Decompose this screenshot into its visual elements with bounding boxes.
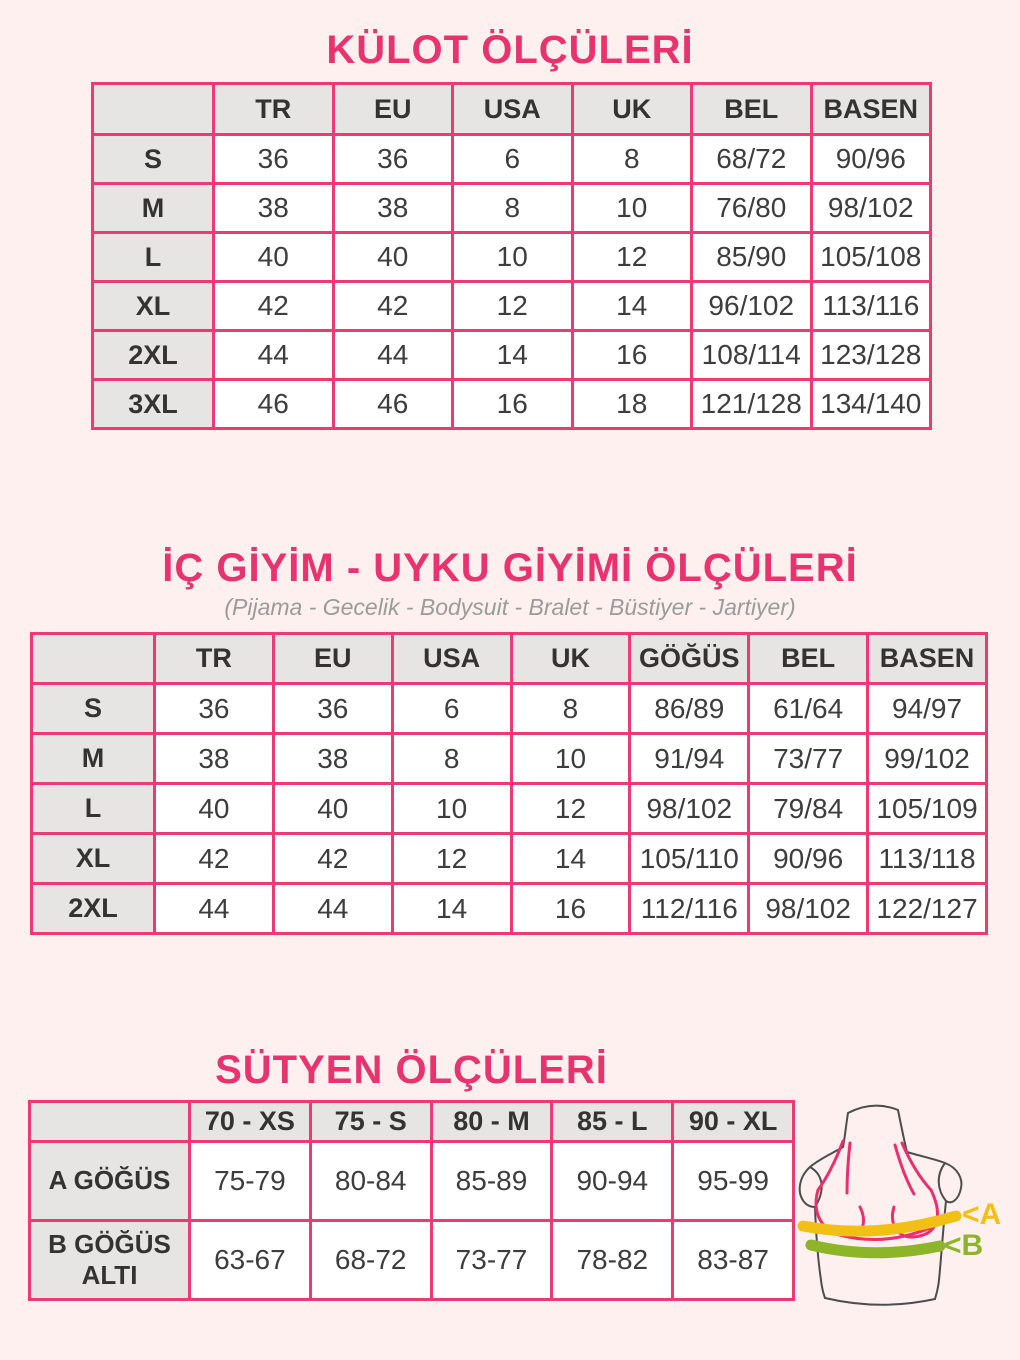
size-value-cell: 90/96 (749, 834, 868, 884)
size-value-cell: 12 (392, 834, 511, 884)
column-header: GÖĞÜS (630, 634, 749, 684)
size-value-cell: 10 (453, 233, 573, 282)
size-value-cell: 36 (333, 135, 453, 184)
column-header: USA (392, 634, 511, 684)
underbust-measure-band-b (811, 1245, 940, 1253)
size-value-cell: 38 (155, 734, 274, 784)
size-value-cell: 76/80 (692, 184, 812, 233)
size-value-cell: 98/102 (811, 184, 931, 233)
size-value-cell: 83-87 (673, 1221, 794, 1300)
column-header: EU (273, 634, 392, 684)
size-value-cell: 113/116 (811, 282, 931, 331)
size-value-cell: 44 (155, 884, 274, 934)
column-header: 75 - S (310, 1102, 431, 1142)
size-value-cell: 18 (572, 380, 692, 429)
size-value-cell: 91/94 (630, 734, 749, 784)
size-value-cell: 63-67 (190, 1221, 311, 1300)
row-label: S (32, 684, 155, 734)
size-value-cell: 14 (511, 834, 630, 884)
size-value-cell: 61/64 (749, 684, 868, 734)
sutyen-size-table (28, 1100, 795, 1301)
table-row (30, 1142, 794, 1221)
size-value-cell: 16 (453, 380, 573, 429)
column-header: UK (511, 634, 630, 684)
size-value-cell: 14 (453, 331, 573, 380)
size-value-cell: 113/118 (868, 834, 987, 884)
table-row (93, 331, 931, 380)
kulot-section-title: KÜLOT ÖLÇÜLERİ (326, 28, 694, 72)
size-value-cell: 12 (511, 784, 630, 834)
size-value-cell: 112/116 (630, 884, 749, 934)
size-value-cell: 40 (155, 784, 274, 834)
size-value-cell: 42 (214, 282, 334, 331)
table-row (93, 184, 931, 233)
table-row (32, 834, 987, 884)
size-value-cell: 98/102 (749, 884, 868, 934)
table-row (32, 734, 987, 784)
size-value-cell: 73-77 (431, 1221, 552, 1300)
column-header: BASEN (868, 634, 987, 684)
size-value-cell: 12 (453, 282, 573, 331)
icgiyim-size-table (30, 632, 988, 935)
size-value-cell: 42 (333, 282, 453, 331)
table-row (93, 135, 931, 184)
row-label: 2XL (93, 331, 214, 380)
size-value-cell: 85-89 (431, 1142, 552, 1221)
size-value-cell: 46 (214, 380, 334, 429)
size-value-cell: 79/84 (749, 784, 868, 834)
header-row (30, 1102, 794, 1142)
size-value-cell: 123/128 (811, 331, 931, 380)
row-label: XL (32, 834, 155, 884)
row-label: M (93, 184, 214, 233)
corner-cell (32, 634, 155, 684)
size-value-cell: 121/128 (692, 380, 812, 429)
column-header: 90 - XL (673, 1102, 794, 1142)
corner-cell (93, 84, 214, 135)
size-value-cell: 44 (273, 884, 392, 934)
size-value-cell: 36 (214, 135, 334, 184)
measure-a-label: <A (962, 1198, 1002, 1231)
size-value-cell: 85/90 (692, 233, 812, 282)
size-value-cell: 105/110 (630, 834, 749, 884)
size-value-cell: 94/97 (868, 684, 987, 734)
size-value-cell: 6 (392, 684, 511, 734)
size-value-cell: 44 (214, 331, 334, 380)
column-header: 80 - M (431, 1102, 552, 1142)
size-value-cell: 42 (155, 834, 274, 884)
row-label: L (93, 233, 214, 282)
size-value-cell: 99/102 (868, 734, 987, 784)
column-header: USA (453, 84, 573, 135)
size-value-cell: 14 (572, 282, 692, 331)
size-value-cell: 105/109 (868, 784, 987, 834)
size-value-cell: 40 (214, 233, 334, 282)
size-value-cell: 36 (273, 684, 392, 734)
size-value-cell: 108/114 (692, 331, 812, 380)
size-value-cell: 90/96 (811, 135, 931, 184)
size-value-cell: 122/127 (868, 884, 987, 934)
icgiyim-section-title: İÇ GİYİM - UYKU GİYİMİ ÖLÇÜLERİ (162, 546, 858, 590)
size-value-cell: 86/89 (630, 684, 749, 734)
row-label: B GÖĞÜS ALTI (30, 1221, 190, 1300)
size-value-cell: 42 (273, 834, 392, 884)
size-value-cell: 98/102 (630, 784, 749, 834)
size-value-cell: 8 (453, 184, 573, 233)
row-label: A GÖĞÜS (30, 1142, 190, 1221)
row-label: 2XL (32, 884, 155, 934)
size-value-cell: 73/77 (749, 734, 868, 784)
size-value-cell: 36 (155, 684, 274, 734)
column-header: BASEN (811, 84, 931, 135)
size-value-cell: 40 (273, 784, 392, 834)
row-label: M (32, 734, 155, 784)
size-value-cell: 38 (214, 184, 334, 233)
table-row (93, 233, 931, 282)
size-value-cell: 14 (392, 884, 511, 934)
header-row (93, 84, 931, 135)
icgiyim-section-subtitle: (Pijama - Gecelik - Bodysuit - Bralet - Büstiyer - Jartiyer) (224, 594, 796, 620)
size-value-cell: 10 (392, 784, 511, 834)
column-header: BEL (749, 634, 868, 684)
table-row (93, 380, 931, 429)
table-row (32, 684, 987, 734)
row-label: 3XL (93, 380, 214, 429)
size-value-cell: 8 (511, 684, 630, 734)
column-header: 85 - L (552, 1102, 673, 1142)
size-value-cell: 80-84 (310, 1142, 431, 1221)
size-value-cell: 6 (453, 135, 573, 184)
kulot-size-table (91, 82, 932, 430)
header-row (32, 634, 987, 684)
size-value-cell: 38 (333, 184, 453, 233)
size-value-cell: 10 (572, 184, 692, 233)
column-header: BEL (692, 84, 812, 135)
size-value-cell: 44 (333, 331, 453, 380)
bra-measurement-diagram (795, 1095, 1020, 1360)
row-label: S (93, 135, 214, 184)
size-value-cell: 134/140 (811, 380, 931, 429)
size-value-cell: 10 (511, 734, 630, 784)
size-value-cell: 105/108 (811, 233, 931, 282)
size-value-cell: 46 (333, 380, 453, 429)
column-header: UK (572, 84, 692, 135)
size-value-cell: 8 (572, 135, 692, 184)
size-value-cell: 16 (511, 884, 630, 934)
table-row (32, 884, 987, 934)
size-value-cell: 96/102 (692, 282, 812, 331)
column-header: TR (155, 634, 274, 684)
size-value-cell: 38 (273, 734, 392, 784)
size-value-cell: 78-82 (552, 1221, 673, 1300)
size-value-cell: 95-99 (673, 1142, 794, 1221)
column-header: EU (333, 84, 453, 135)
column-header: 70 - XS (190, 1102, 311, 1142)
size-value-cell: 12 (572, 233, 692, 282)
size-value-cell: 8 (392, 734, 511, 784)
table-row (30, 1221, 794, 1300)
size-value-cell: 75-79 (190, 1142, 311, 1221)
size-value-cell: 68/72 (692, 135, 812, 184)
table-row (93, 282, 931, 331)
measure-b-label: <B (944, 1229, 984, 1262)
corner-cell (30, 1102, 190, 1142)
sutyen-section-title: SÜTYEN ÖLÇÜLERİ (215, 1048, 608, 1092)
column-header: TR (214, 84, 334, 135)
size-value-cell: 68-72 (310, 1221, 431, 1300)
table-row (32, 784, 987, 834)
size-value-cell: 40 (333, 233, 453, 282)
row-label: L (32, 784, 155, 834)
size-value-cell: 90-94 (552, 1142, 673, 1221)
size-value-cell: 16 (572, 331, 692, 380)
row-label: XL (93, 282, 214, 331)
